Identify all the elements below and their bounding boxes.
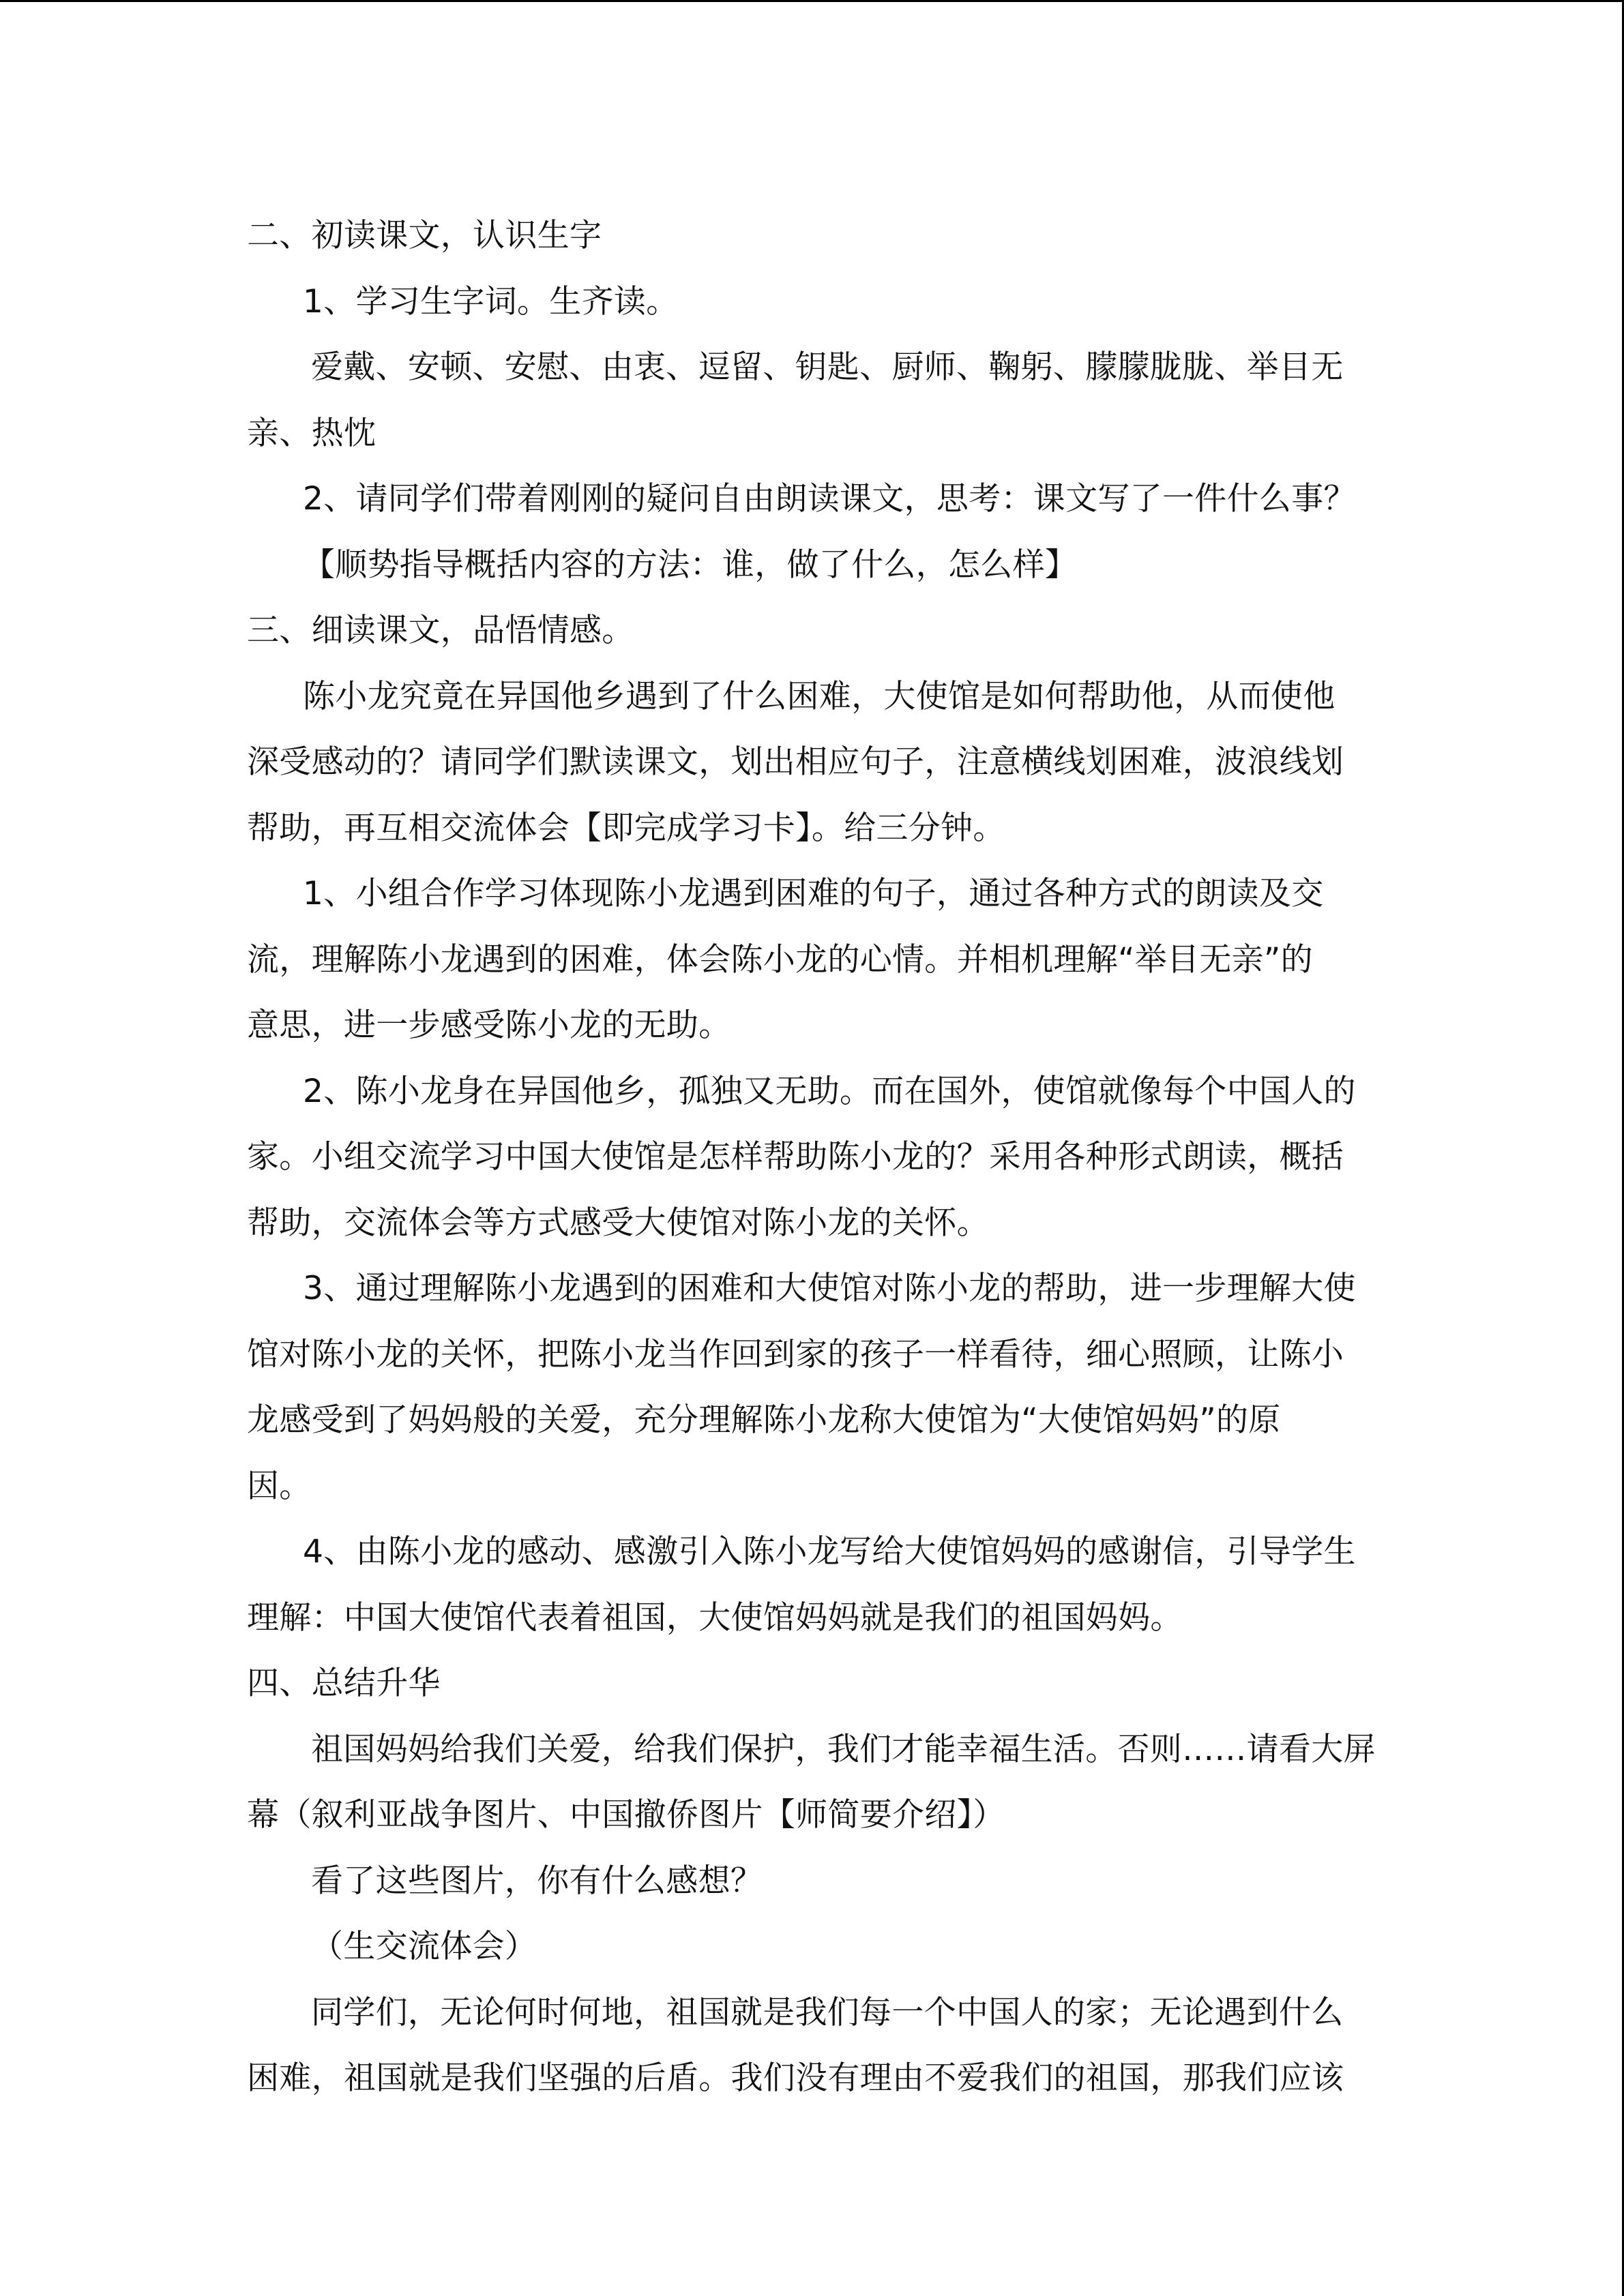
paragraph-line: （生交流体会） <box>311 1928 537 1965</box>
paragraph-line: 幕（叙利亚战争图片、中国撤侨图片【师简要介绍】） <box>247 1796 1005 1834</box>
paragraph-line: 2、陈小龙身在异国他乡，孤独又无助。而在国外，使馆就像每个中国人的 <box>303 1072 1356 1110</box>
paragraph-line: 意思，进一步感受陈小龙的无助。 <box>247 1007 731 1044</box>
paragraph-line: 4、由陈小龙的感动、感激引入陈小龙写给大使馆妈妈的感谢信，引导学生 <box>303 1533 1356 1570</box>
paragraph-line: 看了这些图片，你有什么感想？ <box>311 1862 763 1900</box>
paragraph-line: 困难，祖国就是我们坚强的后盾。我们没有理由不爱我们的祖国，那我们应该 <box>247 2059 1344 2097</box>
paragraph-line: 亲、热忱 <box>247 414 377 452</box>
paragraph-line: 家。小组交流学习中国大使馆是怎样帮助陈小龙的？采用各种形式朗读，概括 <box>247 1138 1344 1176</box>
paragraph-line: 龙感受到了妈妈般的关爱，充分理解陈小龙称大使馆为“大使馆妈妈”的原 <box>247 1401 1281 1439</box>
paragraph-line: 理解：中国大使馆代表着祖国，大使馆妈妈就是我们的祖国妈妈。 <box>247 1598 1183 1637</box>
paragraph-line: 【顺势指导概括内容的方法：谁，做了什么，怎么样】 <box>303 546 1078 584</box>
paragraph-line: 帮助，再互相交流体会【即完成学习卡】。给三分钟。 <box>247 809 1005 847</box>
document-body <box>247 203 1376 2112</box>
section-heading-first-reading: 二、初读课文，认识生字 <box>247 217 602 254</box>
paragraph-line: 因。 <box>247 1467 312 1505</box>
page-border-top <box>0 0 1624 2</box>
section-heading-close-reading: 三、细读课文，品悟情感。 <box>247 612 634 649</box>
paragraph-line: 1、小组合作学习体现陈小龙遇到困难的句子，通过各种方式的朗读及交 <box>303 875 1324 912</box>
paragraph-line: 1、学习生字词。生齐读。 <box>303 282 679 320</box>
paragraph-line: 馆对陈小龙的关怀，把陈小龙当作回到家的孩子一样看待，细心照顾，让陈小 <box>247 1335 1344 1373</box>
paragraph-line: 3、通过理解陈小龙遇到的困难和大使馆对陈小龙的帮助，进一步理解大使 <box>303 1270 1356 1307</box>
paragraph-line: 陈小龙究竟在异国他乡遇到了什么困难，大使馆是如何帮助他，从而使他 <box>303 677 1335 715</box>
paragraph-line: 深受感动的？请同学们默读课文，划出相应句子，注意横线划困难，波浪线划 <box>247 743 1344 781</box>
paragraph-line: 流，理解陈小龙遇到的困难，体会陈小龙的心情。并相机理解“举目无亲”的 <box>247 940 1313 979</box>
paragraph-line: 同学们，无论何时何地，祖国就是我们每一个中国人的家；无论遇到什么 <box>311 1993 1344 2031</box>
paragraph-line: 帮助，交流体会等方式感受大使馆对陈小龙的关怀。 <box>247 1204 989 1242</box>
paragraph-line: 祖国妈妈给我们关爱，给我们保护，我们才能幸福生活。否则……请看大屏 <box>311 1730 1376 1768</box>
paragraph-line: 爱戴、安顿、安慰、由衷、逗留、钥匙、厨师、鞠躬、朦朦胧胧、举目无 <box>311 348 1344 386</box>
section-heading-summary: 四、总结升华 <box>247 1665 441 1702</box>
paragraph-line: 2、请同学们带着刚刚的疑问自由朗读课文，思考：课文写了一件什么事？ <box>303 480 1356 518</box>
